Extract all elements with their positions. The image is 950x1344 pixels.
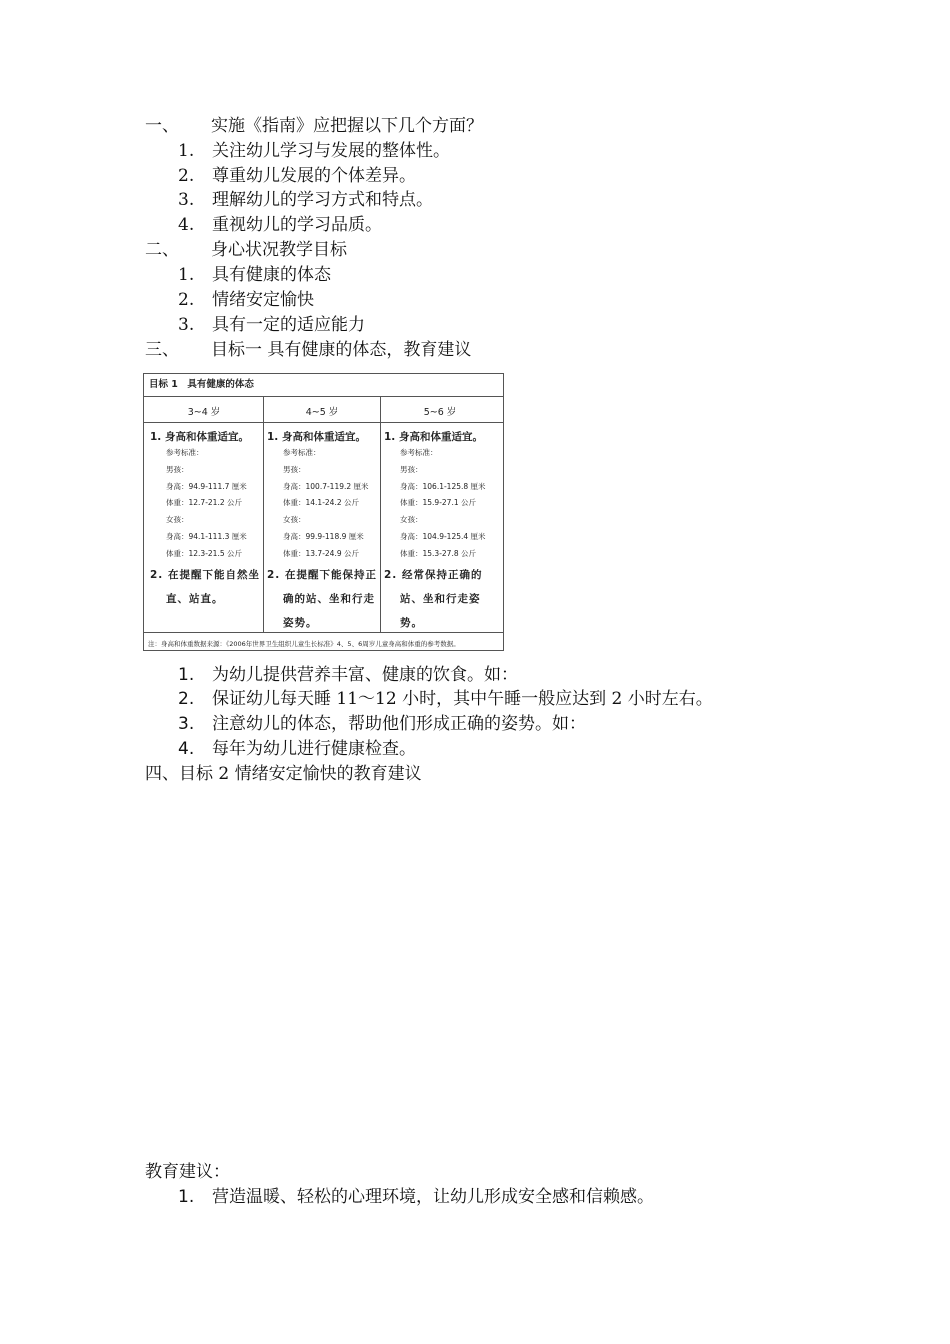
cell-text: 参考标准： xyxy=(166,448,204,457)
item-number: 3. xyxy=(178,190,195,210)
list-item xyxy=(178,263,331,287)
list-item xyxy=(178,687,713,711)
list-item xyxy=(178,164,416,188)
cell-item: 1. 身高和体重适宜。 xyxy=(267,431,366,443)
item-text: 保证幼儿每天睡 11～12 小时，其中午睡一般应达到 2 小时左右。 xyxy=(212,689,713,709)
item-text: 营造温暖、轻松的心理环境，让幼儿形成安全感和信赖感。 xyxy=(212,1187,654,1207)
cell-text: 男孩： xyxy=(283,464,306,474)
cell-text: 体重：12.3-21.5 公斤 xyxy=(166,548,242,558)
section-mark: 二、 xyxy=(145,240,179,260)
item-number: 1. xyxy=(178,665,195,685)
cell-text: 身高：104.9-125.4 厘米 xyxy=(400,531,486,541)
cell-item: 2. 在提醒下能自然坐直、站直。 xyxy=(150,568,260,605)
section-mark: 三、 xyxy=(145,340,179,360)
list-item xyxy=(178,188,433,212)
cell-text: 体重：15.9-27.1 公斤 xyxy=(400,498,476,508)
age-header: 3~4 岁 xyxy=(187,407,221,418)
list-item xyxy=(178,139,450,163)
section-title: 实施《指南》应把握以下几个方面？ xyxy=(211,116,483,136)
cell-text: 身高：94.1-111.3 厘米 xyxy=(166,531,247,541)
item-number: 1. xyxy=(178,265,195,285)
section-title: 身心状况教学目标 xyxy=(211,240,347,260)
table-title: 目标 1 具有健康的体态 xyxy=(149,379,254,390)
cell-text: 男孩： xyxy=(400,464,423,474)
section-heading-3 xyxy=(145,338,471,362)
cell-item: 2. 在提醒下能保持正确的站、坐和行走姿势。 xyxy=(267,568,377,629)
age-header: 5~6 岁 xyxy=(423,407,457,418)
list-item xyxy=(178,313,365,337)
section-heading-4: 四、目标 2 情绪安定愉快的教育建议 xyxy=(145,764,422,784)
list-item xyxy=(178,663,518,687)
list-item xyxy=(178,213,382,237)
cell-text: 体重：14.1-24.2 公斤 xyxy=(283,498,359,508)
goal-table-image xyxy=(143,373,504,651)
item-number: 1. xyxy=(178,1187,195,1207)
item-text: 尊重幼儿发展的个体差异。 xyxy=(212,166,416,186)
cell-text: 女孩： xyxy=(283,515,306,525)
list-item xyxy=(178,1185,654,1209)
cell-text: 女孩： xyxy=(400,515,423,525)
item-text: 情绪安定愉快 xyxy=(212,290,314,310)
cell-item: 2. 经常保持正确的站、坐和行走姿势。 xyxy=(384,568,483,629)
item-number: 2. xyxy=(178,290,195,310)
table-rule xyxy=(144,422,503,423)
item-text: 理解幼儿的学习方式和特点。 xyxy=(212,190,433,210)
section-heading-2 xyxy=(145,238,347,262)
cell-item: 1. 身高和体重适宜。 xyxy=(150,431,249,443)
cell-text: 女孩： xyxy=(166,515,189,525)
list-item xyxy=(178,712,586,736)
cell-text: 体重：13.7-24.9 公斤 xyxy=(283,548,359,558)
list-item xyxy=(178,288,314,312)
item-text: 关注幼儿学习与发展的整体性。 xyxy=(212,141,450,161)
cell-item: 1. 身高和体重适宜。 xyxy=(384,431,483,443)
table-rule xyxy=(144,396,503,397)
age-header: 4~5 岁 xyxy=(305,407,339,418)
section-title: 目标一 具有健康的体态，教育建议 xyxy=(211,340,472,360)
table-column xyxy=(384,430,498,635)
table-column xyxy=(150,430,264,611)
section-mark: 一、 xyxy=(145,116,179,136)
item-text: 具有一定的适应能力 xyxy=(212,315,365,335)
item-number: 3. xyxy=(178,315,195,335)
cell-text: 参考标准： xyxy=(283,448,321,457)
item-text: 具有健康的体态 xyxy=(212,265,331,285)
item-number: 2. xyxy=(178,689,195,709)
item-text: 每年为幼儿进行健康检查。 xyxy=(212,739,416,759)
item-text: 重视幼儿的学习品质。 xyxy=(212,215,382,235)
cell-text: 身高：99.9-118.9 厘米 xyxy=(283,531,364,541)
item-number: 4. xyxy=(178,215,195,235)
cell-text: 体重：12.7-21.2 公斤 xyxy=(166,498,242,508)
table-footnote: 注：身高和体重数据来源：《2006年世界卫生组织儿童生长标准》4、5、6周岁儿童身高和体重的参考数据。 xyxy=(148,640,460,648)
cell-text: 身高：94.9-111.7 厘米 xyxy=(166,481,247,491)
list-item xyxy=(178,737,416,761)
item-text: 为幼儿提供营养丰富、健康的饮食。如： xyxy=(212,665,518,685)
cell-text: 参考标准： xyxy=(400,448,438,457)
advice-label: 教育建议： xyxy=(145,1162,230,1182)
cell-text: 身高：106.1-125.8 厘米 xyxy=(400,481,486,491)
item-number: 4. xyxy=(178,739,195,759)
cell-text: 身高：100.7-119.2 厘米 xyxy=(283,481,369,491)
table-column xyxy=(267,430,381,635)
item-number: 1. xyxy=(178,141,195,161)
section-heading-1 xyxy=(145,114,483,138)
item-number: 3. xyxy=(178,714,195,734)
item-number: 2. xyxy=(178,166,195,186)
cell-text: 体重：15.3-27.8 公斤 xyxy=(400,548,476,558)
cell-text: 男孩： xyxy=(166,464,189,474)
item-text: 注意幼儿的体态，帮助他们形成正确的姿势。如： xyxy=(212,714,586,734)
